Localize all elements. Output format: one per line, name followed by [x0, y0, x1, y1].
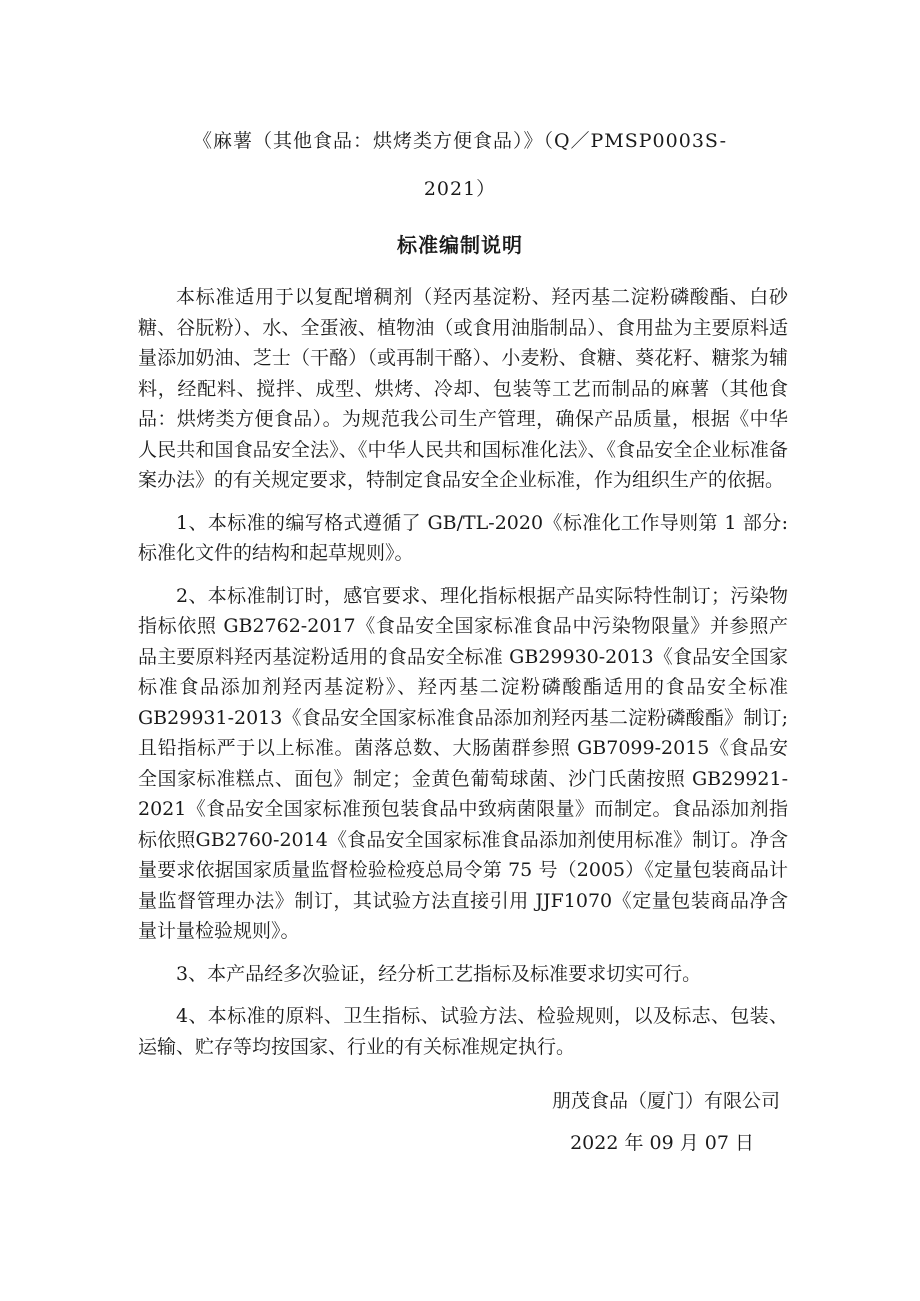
document-title-line-1: 《麻薯（其他食品：烘烤类方便食品）》（Q／PMSP0003S- [192, 130, 728, 152]
paragraph-item-3: 3、本产品经多次验证，经分析工艺指标及标准要求切实可行。 [176, 962, 702, 985]
document-title-line-2: 2021） [423, 178, 497, 200]
signature-date: 2022 年 09 月 07 日 [570, 1132, 754, 1154]
paragraph-item-1: 1、本标准的编写格式遵循了 GB/TL-2020《标准化工作导则第 1 部分:标准化文件的结构和起草规则》。 [138, 511, 788, 564]
section-heading: 标准编制说明 [397, 233, 523, 257]
company-signature: 朋茂食品（厦门）有限公司 [551, 1090, 780, 1112]
paragraph-item-4: 4、本标准的原料、卫生指标、试验方法、检验规则，以及标志、包装、运输、贮存等均按国家、行业的有关标准规定执行。 [138, 1005, 788, 1058]
document-body [138, 282, 788, 1074]
paragraph-scope: 本标准适用于以复配增稠剂（羟丙基淀粉、羟丙基二淀粉磷酸酯、白砂糖、谷朊粉）、水、全蛋液、植物油（或食用油脂制品）、食用盐为主要原料适量添加奶油、芝士（干酪）（或再制干酪）、小麦粉、食糖、葵花籽、糖浆为辅料，经配料、搅拌、成型、烘烤、冷却、包装等工艺而制品的麻薯（其他食品：烘烤类方便食品）。为规范我公司生产管理，确保产品质量，根据《中华人民共和国食品安全法》、《中华人民共和国标准化法》、《食品安全企业标准备案办法》的有关规定要求，特制定食品安全企业标准，作为组织生产的依据。 [138, 286, 788, 491]
paragraph-item-2: 2、本标准制订时，感官要求、理化指标根据产品实际特性制订；污染物指标依照 GB2762-2017《食品安全国家标准食品中污染物限量》并参照产品主要原料羟丙基淀粉适用的食品安全标准 GB29930-2013《食品安全国家标准食品添加剂羟丙基淀粉》、羟丙基二淀粉磷酸酯适用的食品安全标准 GB29931-2013《食品安全国家标准食品添加剂羟丙基二淀粉磷酸酯》制订; 且铅指标严于以上标准。菌落总数、大肠菌群参照 GB7099-2015《食品安全国家标准糕点、面包》制定；金黄色葡萄球菌、沙门氏菌按照 GB29921-2021《食品安全国家标准预包装食品中致病菌限量》而制定。食品添加剂指标依照GB2760-2014《食品安全国家标准食品添加剂使用标准》制订。净含量要求依据国家质量监督检验检疫总局令第 75 号（2005）《定量包装商品计量监督管理办法》制订，其试验方法直接引用 JJF1070《定量包装商品净含量计量检验规则》。 [138, 584, 788, 942]
